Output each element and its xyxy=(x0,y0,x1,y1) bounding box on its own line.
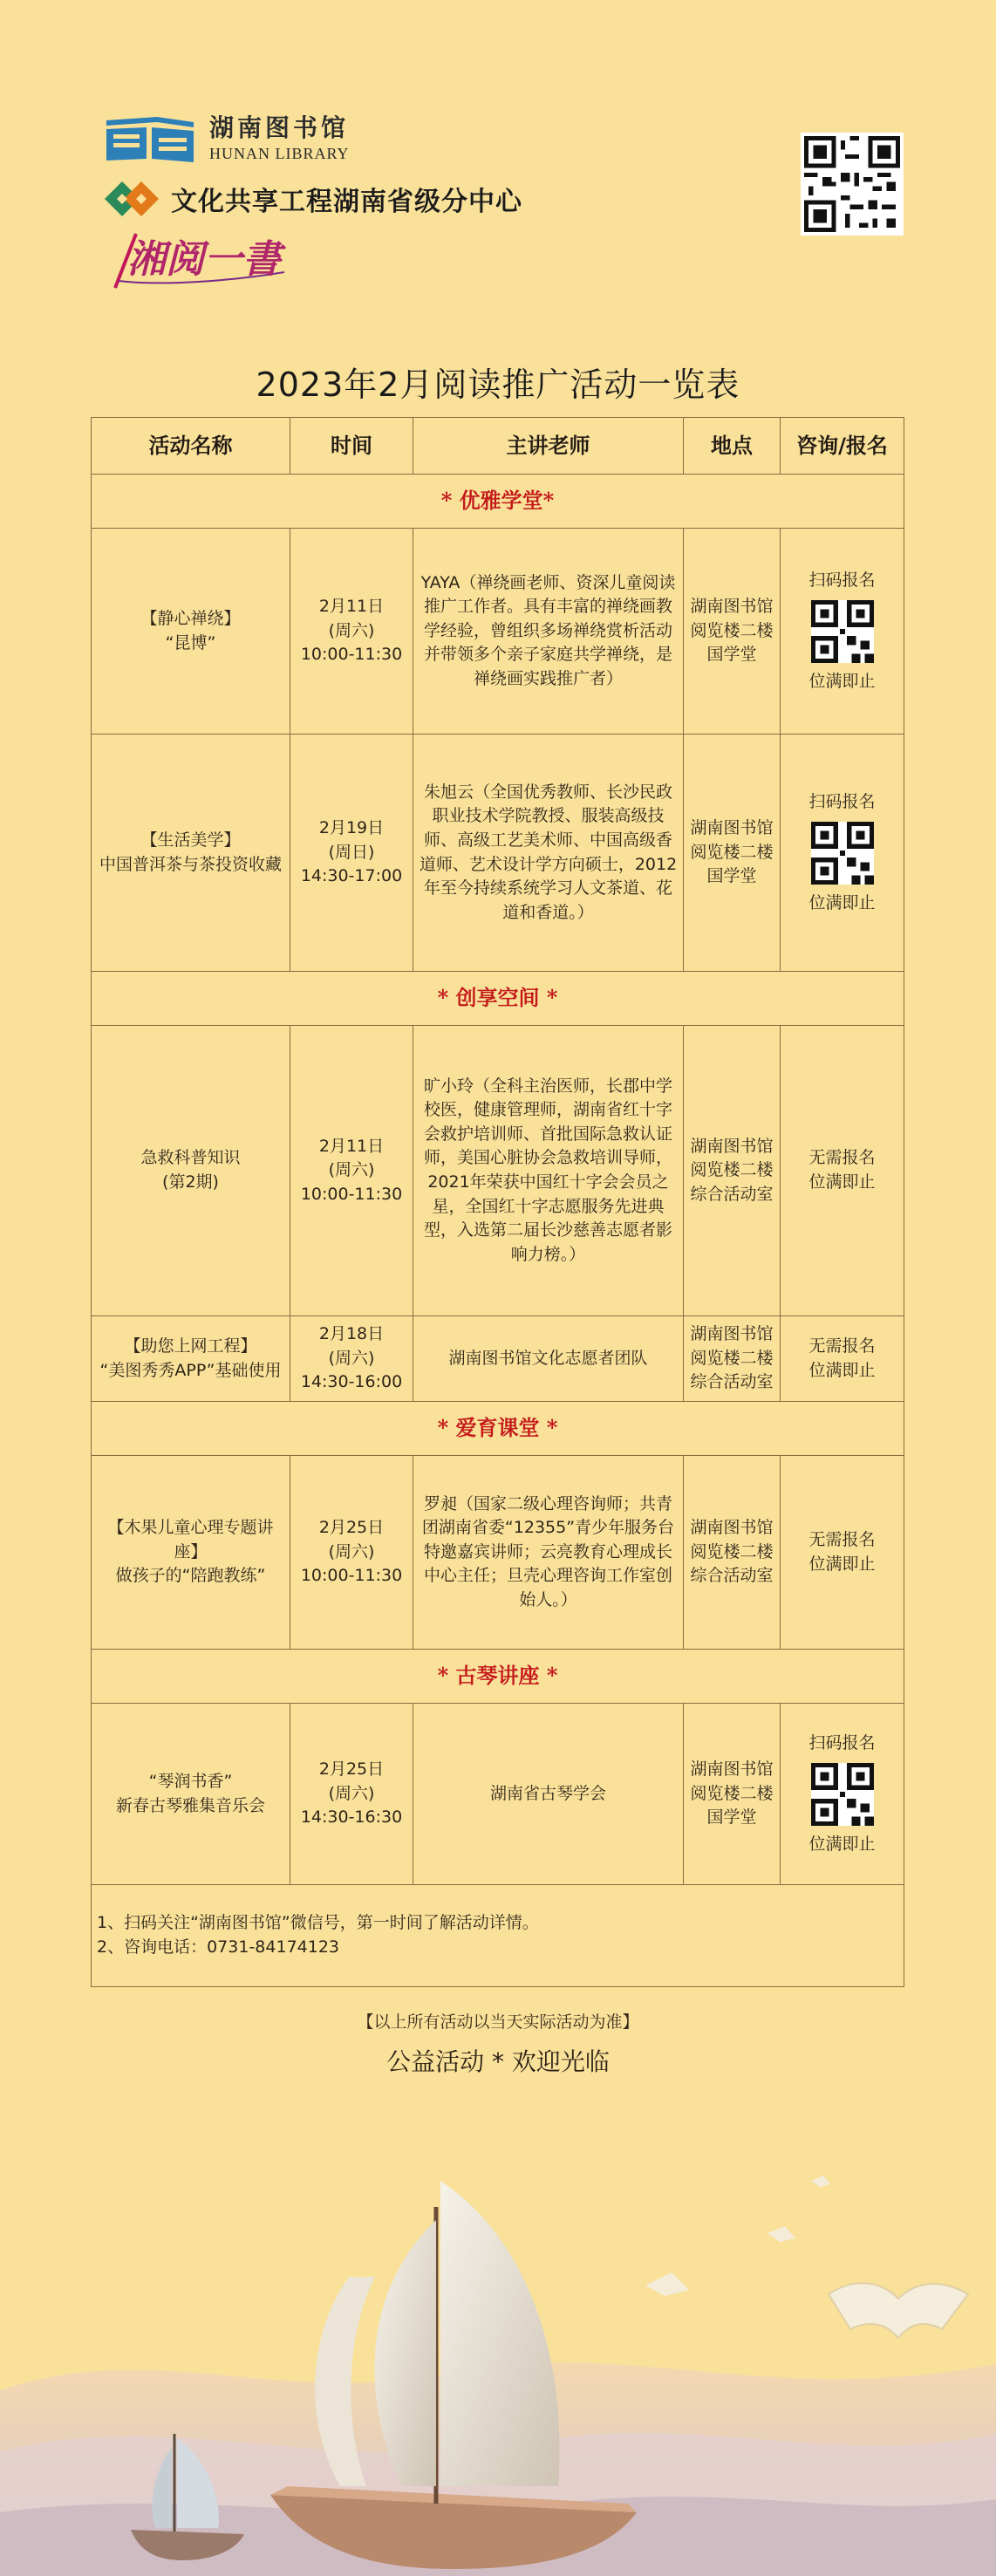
activity-lecturer: 湖南图书馆文化志愿者团队 xyxy=(413,1316,684,1402)
header-location: 地点 xyxy=(684,418,781,475)
activity-location: 湖南图书馆 阅览楼二楼 综合活动室 xyxy=(684,1456,781,1650)
activity-name: 【木果儿童心理专题讲座】 做孩子的“陪跑教练” xyxy=(92,1456,290,1650)
table-row xyxy=(92,529,904,735)
activity-time: 2月18日 (周六) 14:30-16:00 xyxy=(290,1316,413,1402)
activity-location: 湖南图书馆 阅览楼二楼 综合活动室 xyxy=(684,1026,781,1316)
wechat-qr-code[interactable] xyxy=(801,133,904,236)
brand-logo-text: 湘阅一書 xyxy=(127,237,281,282)
signup-note: 位满即止 xyxy=(808,671,876,691)
activity-time: 2月25日 (周六) 10:00-11:30 xyxy=(290,1456,413,1650)
category-row xyxy=(92,1402,904,1456)
activity-lecturer: 罗昶（国家二级心理咨询师；共青团湖南省委“12355”青少年服务台特邀嘉宾讲师；云亮教育心理成长中心主任；旦壳心理咨询工作室创始人。） xyxy=(413,1456,684,1650)
activity-location: 湖南图书馆 阅览楼二楼 综合活动室 xyxy=(684,1316,781,1402)
signup-qr-code[interactable] xyxy=(811,822,874,885)
table-header-row xyxy=(92,418,904,475)
table-row xyxy=(92,1026,904,1316)
activity-location: 湖南图书馆 阅览楼二楼 国学堂 xyxy=(684,1704,781,1885)
activity-lecturer: 朱旭云（全国优秀教师、长沙民政职业技术学院教授、服装高级技师、高级工艺美术师、中国高级香道师、艺术设计学方向硕士，2012年至今持续系统学习人文茶道、花道和香道。） xyxy=(413,735,684,972)
table-body xyxy=(92,475,904,1987)
note-line: 2、咨询电话：0731-84174123 xyxy=(97,1937,340,1957)
signup-status: 无需报名 xyxy=(808,1148,876,1168)
table-row xyxy=(92,735,904,972)
signup-note: 位满即止 xyxy=(808,1172,876,1192)
slogan: 公益活动 * 欢迎光临 xyxy=(386,2047,610,2076)
table-row xyxy=(92,1316,904,1402)
activity-table xyxy=(91,417,904,1987)
header-activity: 活动名称 xyxy=(92,418,290,475)
table-row xyxy=(92,1456,904,1650)
signup-note: 位满即止 xyxy=(808,892,876,912)
sailboat-book-illustration xyxy=(0,2076,996,2576)
activity-location: 湖南图书馆 阅览楼二楼 国学堂 xyxy=(684,529,781,735)
culture-share-logo xyxy=(103,179,522,219)
header-signup: 咨询/报名 xyxy=(781,418,904,475)
activity-time: 2月11日 (周六) 10:00-11:30 xyxy=(290,1026,413,1316)
activity-name: 急救科普知识 (第2期) xyxy=(92,1026,290,1316)
library-books-icon xyxy=(103,113,197,164)
category-row xyxy=(92,475,904,529)
hunan-library-logo xyxy=(103,113,350,164)
signup-status: 扫码报名 xyxy=(808,570,876,590)
activity-signup xyxy=(781,735,904,972)
activity-location: 湖南图书馆 阅览楼二楼 国学堂 xyxy=(684,735,781,972)
category-row xyxy=(92,1650,904,1704)
signup-note: 位满即止 xyxy=(808,1360,876,1380)
signup-status: 扫码报名 xyxy=(808,1732,876,1753)
header-lecturer: 主讲老师 xyxy=(413,418,684,475)
notes-cell xyxy=(92,1885,904,1987)
signup-qr-code[interactable] xyxy=(811,600,874,663)
disclaimer: 【以上所有活动以当天实际活动为准】 xyxy=(357,2012,639,2032)
diamond-logo-icon xyxy=(103,179,160,219)
activity-lecturer: 旷小玲（全科主治医师，长郡中学校医，健康管理师，湖南省红十字会救护培训师、首批国际急救认证师，美国心脏协会急救培训导师，2021年荣获中国红十字会会员之星，全国红十字志愿服务先进典型，入选第二届长沙慈善志愿者影响力榜。） xyxy=(413,1026,684,1316)
activity-signup xyxy=(781,1026,904,1316)
activity-name: 【静心禅绕】 “昆博” xyxy=(92,529,290,735)
activity-signup xyxy=(781,529,904,735)
table-row xyxy=(92,1704,904,1885)
page-title: 2023年2月阅读推广活动一览表 xyxy=(256,366,740,404)
note-line: 1、扫码关注“湖南图书馆”微信号，第一时间了解活动详情。 xyxy=(97,1913,539,1933)
activity-name: “琴润书香” 新春古琴雅集音乐会 xyxy=(92,1704,290,1885)
activity-time: 2月25日 (周六) 14:30-16:30 xyxy=(290,1704,413,1885)
category-title: * 优雅学堂* xyxy=(92,475,904,529)
activity-time: 2月11日 (周六) 10:00-11:30 xyxy=(290,529,413,735)
activity-name: 【生活美学】 中国普洱茶与茶投资收藏 xyxy=(92,735,290,972)
activity-time: 2月19日 (周日) 14:30-17:00 xyxy=(290,735,413,972)
library-name-cn: 湖南图书馆 xyxy=(209,113,350,142)
activity-name: 【助您上网工程】 “美图秀秀APP”基础使用 xyxy=(92,1316,290,1402)
signup-status: 扫码报名 xyxy=(808,791,876,811)
notes-row xyxy=(92,1885,904,1987)
activity-signup xyxy=(781,1316,904,1402)
activity-signup xyxy=(781,1456,904,1650)
signup-note: 位满即止 xyxy=(808,1834,876,1854)
xiangyue-brand-logo xyxy=(110,229,293,295)
category-title: * 创享空间 * xyxy=(92,972,904,1026)
category-title: * 古琴讲座 * xyxy=(92,1650,904,1704)
activity-lecturer: YAYA（禅绕画老师、资深儿童阅读推广工作者。具有丰富的禅绕画教学经验，曾组织多场禅绕赏析活动并带领多个亲子家庭共学禅绕，是禅绕画实践推广者） xyxy=(413,529,684,735)
center-name: 文化共享工程湖南省级分中心 xyxy=(171,187,522,217)
category-row xyxy=(92,972,904,1026)
activity-lecturer: 湖南省古琴学会 xyxy=(413,1704,684,1885)
activity-signup xyxy=(781,1704,904,1885)
activity-table-wrap xyxy=(91,417,904,1987)
signup-qr-code[interactable] xyxy=(811,1763,874,1826)
signup-note: 位满即止 xyxy=(808,1554,876,1574)
header-time: 时间 xyxy=(290,418,413,475)
category-title: * 爱育课堂 * xyxy=(92,1402,904,1456)
signup-status: 无需报名 xyxy=(808,1529,876,1549)
signup-status: 无需报名 xyxy=(808,1336,876,1356)
library-name-en: HUNAN LIBRARY xyxy=(209,144,350,162)
